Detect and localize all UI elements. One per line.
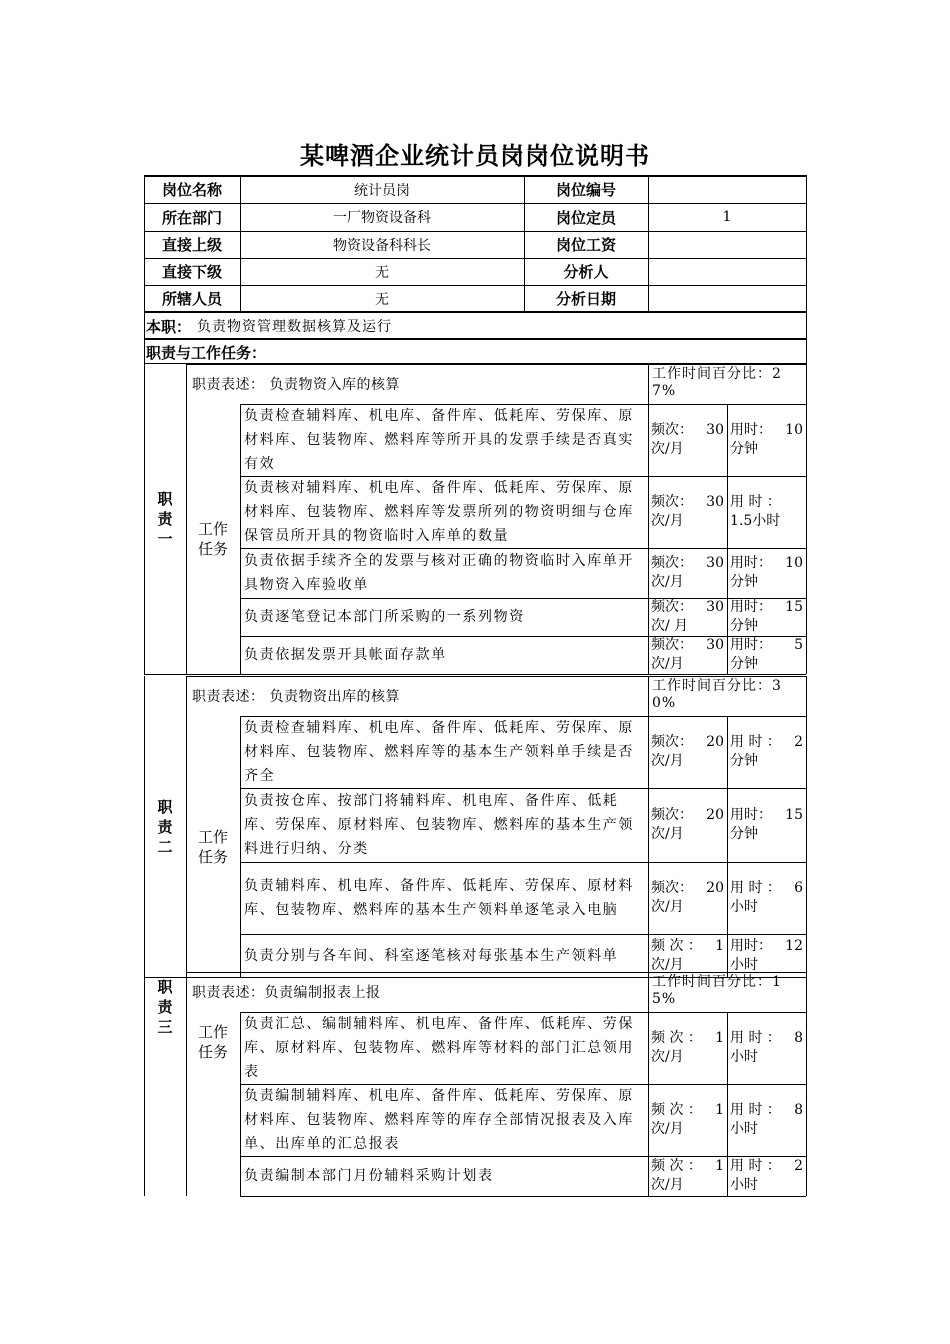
table-rule — [648, 175, 649, 312]
table-rule — [144, 258, 806, 259]
time-number: 10 — [785, 555, 803, 571]
duty-description: 职责表述： 负责物资出库的核算 — [192, 689, 400, 705]
time-line — [730, 937, 803, 956]
frequency-unit: 次/月 — [651, 574, 684, 590]
frequency-number: 1 — [715, 1102, 724, 1118]
time-label: 用 时 ： — [730, 494, 781, 510]
frequency-unit: 次/月 — [651, 656, 684, 672]
time-number: 2 — [794, 734, 803, 750]
table-rule — [240, 598, 806, 599]
frequency-line — [651, 493, 724, 512]
info-value: 统计员岗 — [354, 182, 410, 199]
table-rule — [240, 404, 241, 674]
time-line — [730, 1029, 803, 1048]
frequency-label: 频次： — [651, 734, 693, 750]
frequency-unit: 次/月 — [651, 1121, 684, 1137]
table-rule — [144, 285, 806, 286]
info-label: 岗位定员 — [555, 208, 616, 227]
work-time-percent: 工作时间百分比：15% — [652, 974, 782, 1007]
table-rule — [727, 1012, 728, 1196]
info-value — [648, 285, 806, 312]
table-rule — [186, 972, 187, 1196]
duty-name-char: 二 — [157, 837, 173, 856]
task-time — [727, 934, 806, 977]
time-label: 用 时 ： — [730, 880, 781, 896]
frequency-unit: 次/月 — [651, 1049, 684, 1065]
frequency-number: 30 — [706, 422, 724, 438]
time-number: 15 — [785, 599, 803, 615]
table-rule — [806, 972, 807, 1196]
time-unit: 1.5小时 — [730, 513, 781, 529]
task-time — [727, 788, 806, 862]
time-line — [730, 1101, 803, 1120]
frequency-number: 20 — [706, 880, 724, 896]
table-rule — [144, 338, 807, 340]
frequency-label: 频 次 ： — [651, 1030, 702, 1046]
time-unit: 分钟 — [730, 656, 758, 672]
table-rule — [240, 1196, 806, 1197]
info-value: 物资设备科科长 — [333, 237, 431, 254]
time-label: 用 时 ： — [730, 734, 781, 750]
time-label: 用时： — [730, 937, 772, 954]
info-value — [648, 258, 806, 285]
table-rule — [144, 674, 806, 675]
table-rule — [186, 676, 187, 977]
work-task-label-text: 工作 — [197, 1023, 228, 1041]
task-frequency — [648, 636, 727, 674]
table-rule — [240, 476, 806, 477]
task-frequency — [648, 404, 727, 476]
time-unit: 分钟 — [730, 441, 758, 457]
duty-name-char: 一 — [157, 530, 173, 548]
duty-name-char: 职 — [157, 797, 173, 816]
work-task-label-text: 任务 — [197, 540, 228, 558]
table-rule — [806, 312, 807, 342]
table-rule — [144, 340, 145, 364]
time-number: 15 — [785, 807, 803, 823]
time-line — [730, 554, 803, 573]
time-label: 用时： — [730, 807, 772, 823]
task-text: 负责编制辅料库、机电库、备件库、低耗库、劳保库、原材料库、包装物库、燃料库等的库存全部情况报表及入库单、出库单的汇总报表 — [244, 1088, 634, 1152]
info-label: 分析人 — [563, 263, 609, 281]
task-text: 负责编制本部门月份辅料采购计划表 — [244, 1168, 494, 1184]
table-rule — [524, 175, 525, 312]
table-rule — [240, 1012, 806, 1013]
work-task-label — [186, 1012, 240, 1072]
task-text: 负责分别与各车间、科室逐笔核对每张基本生产领料单 — [244, 947, 619, 964]
time-line — [730, 493, 803, 512]
info-value: 1 — [722, 209, 732, 225]
time-number: 8 — [794, 1030, 803, 1046]
table-rule — [648, 972, 649, 1196]
duty-name — [144, 676, 186, 977]
frequency-label: 频次： — [651, 637, 693, 653]
task-text: 负责汇总、编制辅料库、机电库、备件库、低耗库、劳保库、原材料库、包装物库、燃料库等材料的部门汇总领用表 — [244, 1016, 634, 1080]
time-label: 用 时 ： — [730, 1030, 781, 1046]
task-text: 负责辅料库、机电库、备件库、低耗库、劳保库、原材料库、包装物库、燃料库的基本生产领料单逐笔录入电脑 — [244, 878, 634, 918]
frequency-label: 频次： — [651, 599, 693, 615]
frequency-number: 1 — [715, 1158, 724, 1174]
table-rule — [144, 312, 145, 342]
task-text: 负责检查辅料库、机电库、备件库、低耗库、劳保库、原材料库、包装物库、燃料库等所开具的发票手续是否真实有效 — [244, 408, 634, 472]
time-unit: 小时 — [730, 1177, 758, 1193]
time-line — [730, 879, 803, 898]
frequency-number: 30 — [706, 637, 724, 653]
table-rule — [806, 175, 807, 312]
table-rule — [648, 364, 649, 674]
frequency-label: 频 次 ： — [651, 1102, 702, 1118]
task-frequency — [648, 476, 727, 548]
table-rule — [240, 1156, 806, 1157]
frequency-label: 频 次 ： — [651, 1158, 702, 1174]
table-rule — [240, 934, 806, 935]
frequency-line — [651, 733, 724, 752]
frequency-number: 1 — [715, 937, 724, 954]
table-rule — [144, 972, 145, 1196]
duty-name-char: 责 — [157, 817, 173, 836]
frequency-unit: 次/月 — [651, 826, 684, 842]
table-rule — [240, 636, 806, 637]
frequency-unit: 次/月 — [651, 513, 684, 529]
task-text: 负责检查辅料库、机电库、备件库、低耗库、劳保库、原材料库、包装物库、燃料库等的基本生产领料单手续是否齐全 — [244, 720, 634, 784]
info-label: 直接下级 — [161, 263, 222, 281]
frequency-number: 20 — [706, 734, 724, 750]
info-value: 一厂物资设备科 — [333, 210, 431, 226]
table-rule — [648, 676, 649, 977]
table-rule — [144, 203, 806, 204]
frequency-label: 频次： — [651, 555, 693, 571]
frequency-label: 频次： — [651, 494, 693, 510]
frequency-line — [651, 806, 724, 825]
duty-name-char: 责 — [157, 510, 173, 528]
task-frequency — [648, 788, 727, 862]
task-time — [727, 548, 806, 598]
time-line — [730, 421, 803, 440]
table-rule — [186, 364, 806, 365]
frequency-line — [651, 1101, 724, 1120]
frequency-unit: 次/ 月 — [651, 618, 689, 634]
duty-name — [144, 972, 186, 1042]
frequency-unit: 次/月 — [651, 956, 684, 973]
frequency-unit: 次/月 — [651, 899, 684, 915]
task-text: 负责按仓库、按部门将辅料库、机电库、备件库、低耗库、劳保库、原材料库、包装物库、燃料库的基本生产领料进行归纳、分类 — [244, 793, 634, 857]
table-rule — [240, 1084, 806, 1085]
time-line — [730, 636, 803, 655]
time-number: 2 — [794, 1158, 803, 1174]
table-rule — [240, 548, 806, 549]
work-time-percent: 工作时间百分比：30% — [652, 678, 782, 711]
info-label: 所在部门 — [161, 208, 222, 227]
time-line — [730, 598, 803, 617]
task-frequency — [648, 1012, 727, 1084]
time-unit: 小时 — [730, 899, 758, 915]
time-label: 用时： — [730, 422, 772, 438]
table-rule — [186, 676, 806, 677]
info-label: 直接上级 — [161, 236, 222, 254]
frequency-label: 频次： — [651, 422, 693, 438]
work-task-label — [186, 716, 240, 977]
time-label: 用时： — [730, 599, 772, 615]
table-rule — [240, 716, 806, 717]
time-unit: 分钟 — [730, 826, 758, 842]
frequency-number: 30 — [706, 494, 724, 510]
duty-description: 职责表述： 负责物资入库的核算 — [192, 377, 400, 393]
info-label: 所辖人员 — [161, 290, 222, 308]
frequency-line — [651, 1029, 724, 1048]
duty-name-char: 职 — [157, 490, 173, 508]
table-rule — [144, 231, 806, 232]
time-line — [730, 733, 803, 752]
table-rule — [727, 716, 728, 977]
task-text: 负责依据发票开具帐面存款单 — [244, 647, 447, 663]
table-rule — [727, 404, 728, 674]
frequency-label: 频次： — [651, 807, 693, 823]
table-rule — [144, 676, 145, 977]
table-rule — [240, 404, 806, 405]
info-value — [648, 231, 806, 258]
frequency-label: 频次： — [651, 880, 693, 896]
duty-description: 职责表述：负责编制报表上报 — [192, 985, 381, 1001]
task-time — [727, 862, 806, 934]
frequency-number: 20 — [706, 807, 724, 823]
duty-name-char: 责 — [157, 998, 173, 1016]
duties-header: 职责与工作任务： — [146, 343, 267, 362]
work-task-label-text: 工作 — [197, 520, 228, 538]
frequency-line — [651, 879, 724, 898]
task-frequency — [648, 548, 727, 598]
table-rule — [240, 175, 241, 312]
task-frequency — [648, 1156, 727, 1196]
task-time — [727, 716, 806, 788]
frequency-line — [651, 554, 724, 573]
frequency-line — [651, 421, 724, 440]
table-rule — [806, 364, 807, 674]
time-unit: 小时 — [730, 1049, 758, 1065]
duty-name — [144, 364, 186, 674]
info-label: 岗位工资 — [555, 236, 616, 254]
frequency-line — [651, 937, 724, 956]
frequency-line — [651, 598, 724, 617]
table-rule — [806, 676, 807, 977]
work-time-percent: 工作时间百分比：27% — [652, 366, 782, 399]
time-unit: 分钟 — [730, 618, 758, 634]
benzhi-label: 本职： — [146, 317, 192, 336]
time-number: 10 — [785, 422, 803, 438]
table-rule — [806, 340, 807, 364]
benzhi-value: 负责物资管理数据核算及运行 — [197, 319, 393, 335]
task-frequency — [648, 598, 727, 636]
frequency-line — [651, 636, 724, 655]
info-label: 分析日期 — [555, 290, 616, 308]
time-label: 用时： — [730, 637, 772, 653]
time-line — [730, 806, 803, 825]
time-label: 用时： — [730, 555, 772, 571]
task-time — [727, 598, 806, 636]
time-unit: 分钟 — [730, 574, 758, 590]
info-label: 岗位编号 — [555, 181, 616, 199]
frequency-number: 30 — [706, 555, 724, 571]
task-time — [727, 1012, 806, 1084]
time-unit: 小时 — [730, 956, 758, 973]
frequency-number: 1 — [715, 1030, 724, 1046]
frequency-line — [651, 1157, 724, 1176]
task-frequency — [648, 716, 727, 788]
task-time — [727, 1084, 806, 1156]
time-number: 6 — [794, 880, 803, 896]
task-time — [727, 1156, 806, 1196]
table-rule — [240, 1012, 241, 1196]
task-frequency — [648, 934, 727, 977]
task-frequency — [648, 862, 727, 934]
time-label: 用 时 ： — [730, 1102, 781, 1118]
table-rule — [186, 364, 187, 674]
frequency-unit: 次/月 — [651, 1177, 684, 1193]
table-rule — [144, 175, 807, 177]
time-number: 8 — [794, 1102, 803, 1118]
time-unit: 分钟 — [730, 753, 758, 769]
time-label: 用 时 ： — [730, 1158, 781, 1174]
table-rule — [186, 972, 806, 973]
table-rule — [144, 364, 145, 674]
task-time — [727, 476, 806, 548]
work-task-label-text: 任务 — [197, 847, 228, 866]
work-task-label-text: 任务 — [197, 1043, 228, 1061]
info-label: 岗位名称 — [161, 181, 222, 199]
benzhi-row — [144, 313, 806, 339]
task-frequency — [648, 1084, 727, 1156]
info-value: 无 — [375, 264, 389, 281]
task-time — [727, 636, 806, 674]
task-text: 负责逐笔登记本部门所采购的一系列物资 — [244, 609, 525, 625]
task-text: 负责依据手续齐全的发票与核对正确的物资临时入库单开具物资入库验收单 — [244, 553, 634, 593]
table-rule — [144, 175, 145, 312]
table-rule — [240, 788, 806, 789]
info-value — [648, 176, 806, 203]
duty-name-char: 职 — [157, 978, 173, 996]
task-time — [727, 404, 806, 476]
time-number: 12 — [785, 937, 803, 954]
frequency-unit: 次/月 — [651, 441, 684, 457]
table-rule — [240, 862, 806, 863]
time-number: 5 — [794, 637, 803, 653]
frequency-label: 频 次 ： — [651, 937, 702, 954]
time-line — [730, 1157, 803, 1176]
time-unit: 小时 — [730, 1121, 758, 1137]
frequency-unit: 次/月 — [651, 753, 684, 769]
document-title: 某啤酒企业统计员岗岗位说明书 — [300, 142, 650, 170]
table-rule — [240, 716, 241, 977]
info-value: 无 — [375, 291, 389, 308]
task-text: 负责核对辅料库、机电库、备件库、低耗库、劳保库、原材料库、包装物库、燃料库等发票所列的物资明细与仓库保管员所开具的物资临时入库单的数量 — [244, 480, 634, 544]
work-task-label-text: 工作 — [197, 827, 228, 846]
frequency-number: 30 — [706, 599, 724, 615]
work-task-label — [186, 404, 240, 674]
duty-name-char: 三 — [157, 1018, 173, 1036]
